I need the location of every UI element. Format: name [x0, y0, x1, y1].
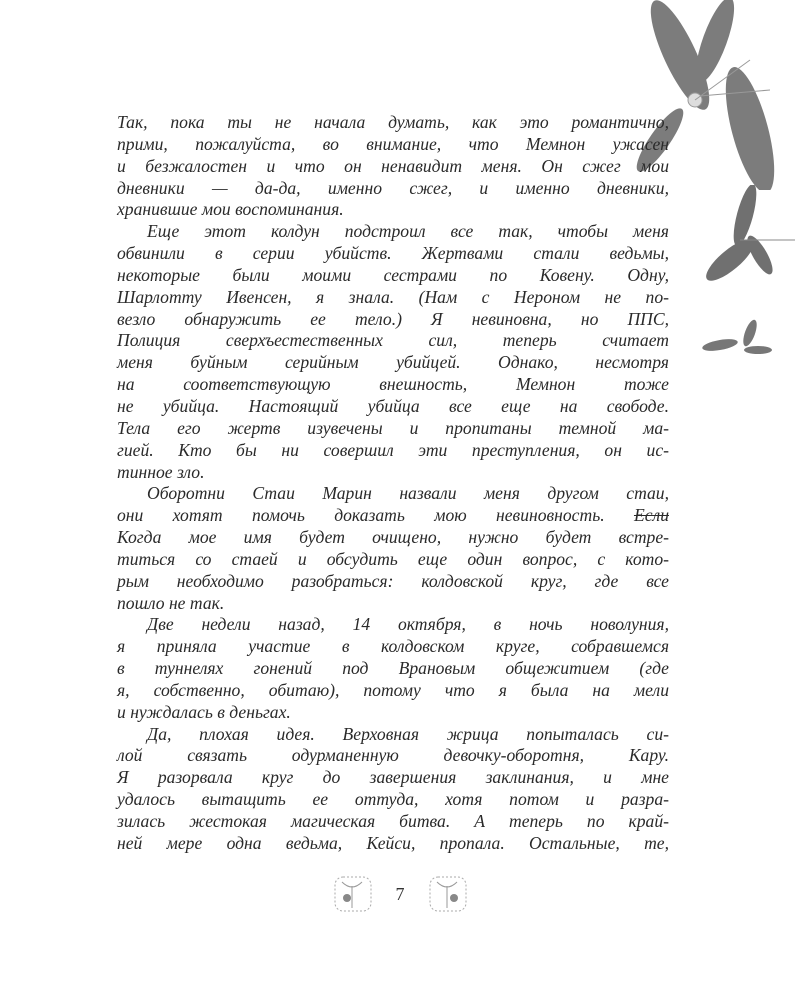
text-line: везло обнаружить ее тело.) Я невиновна, но ППС, [117, 308, 669, 329]
text-line: Когда мое имя будет очищено, нужно будет встре- [117, 527, 669, 548]
text-line: прими, пожалуйста, во внимание, что Мемнон ужасен [117, 133, 669, 154]
text-line: пошло не так. [117, 592, 225, 613]
text-line: рым необходимо разобраться: колдовской круг, где все [117, 570, 669, 591]
text-line: удалось вытащить ее оттуда, хотя потом и разра- [117, 789, 669, 810]
floral-ornament-left-icon [332, 874, 374, 914]
text-line: на соответствующую внешность, Мемнон тоже [117, 374, 669, 395]
text-line: дневники — да-да, именно сжег, и именно дневники, [117, 177, 669, 198]
text-line: тинное зло. [117, 461, 205, 482]
text-line [117, 505, 669, 527]
text-line: меня буйным серийным убийцей. Однако, несмотря [117, 352, 669, 373]
struck-word: Если [633, 505, 669, 526]
text-line: я приняла участие в колдовском круге, собравшемся [117, 636, 669, 657]
text-segment: они хотят помочь доказать мою невиновность. [117, 505, 605, 526]
floral-ornament-right-icon [427, 874, 469, 914]
text-line: Я разорвала круг до завершения заклинания, и мне [117, 767, 669, 788]
text-line: хранившие мои воспоминания. [117, 199, 344, 220]
text-line: и безжалостен и что он ненавидит меня. Он сжег мои [117, 155, 669, 176]
text-line: и нуждалась в деньгах. [117, 701, 291, 722]
text-line: титься со стаей и обсудить еще один вопрос, с кото- [117, 548, 669, 569]
text-line: некоторые были моими сестрами по Ковену. Одну, [117, 264, 669, 285]
dragonfly-small-icon [700, 315, 780, 365]
dragonfly-medium-icon [700, 185, 800, 295]
body-text [117, 112, 669, 855]
text-line: лой связать одурманенную девочку-оборотня, Кару. [117, 745, 669, 766]
text-line: Да, плохая идея. Верховная жрица попыталась си- [147, 723, 669, 744]
text-line: Оборотни Стаи Марин назвали меня другом стаи, [147, 483, 669, 504]
text-line: зилась жестокая магическая битва. А теперь по край- [117, 811, 669, 831]
text-line: Тела его жертв изувечены и пропитаны темной ма- [117, 417, 669, 438]
page-footer [300, 872, 500, 916]
text-line: в туннелях гонений под Врановым общежитием (где [117, 658, 669, 679]
text-line: ней мере одна ведьма, Кейси, пропала. Остальные, те, [117, 832, 669, 853]
text-line: Шарлотту Ивенсен, я знала. (Нам с Нероном не по- [117, 286, 669, 307]
text-line: Так, пока ты не начала думать, как это романтично, [117, 112, 669, 132]
text-line: обвинили в серии убийств. Жертвами стали ведьмы, [117, 243, 669, 264]
text-line: гией. Кто бы ни совершил эти преступления, он ис- [117, 439, 669, 460]
text-line: я, собственно, обитаю), потому что я была на мели [117, 679, 669, 700]
text-line: Еще этот колдун подстроил все так, чтобы меня [147, 221, 669, 242]
text-line: не убийца. Настоящий убийца все еще на свободе. [117, 395, 669, 416]
text-line: Две недели назад, 14 октября, в ночь новолуния, [147, 614, 669, 635]
page-number: 7 [395, 883, 405, 904]
text-line: Полиция сверхъестественных сил, теперь считает [117, 330, 669, 351]
